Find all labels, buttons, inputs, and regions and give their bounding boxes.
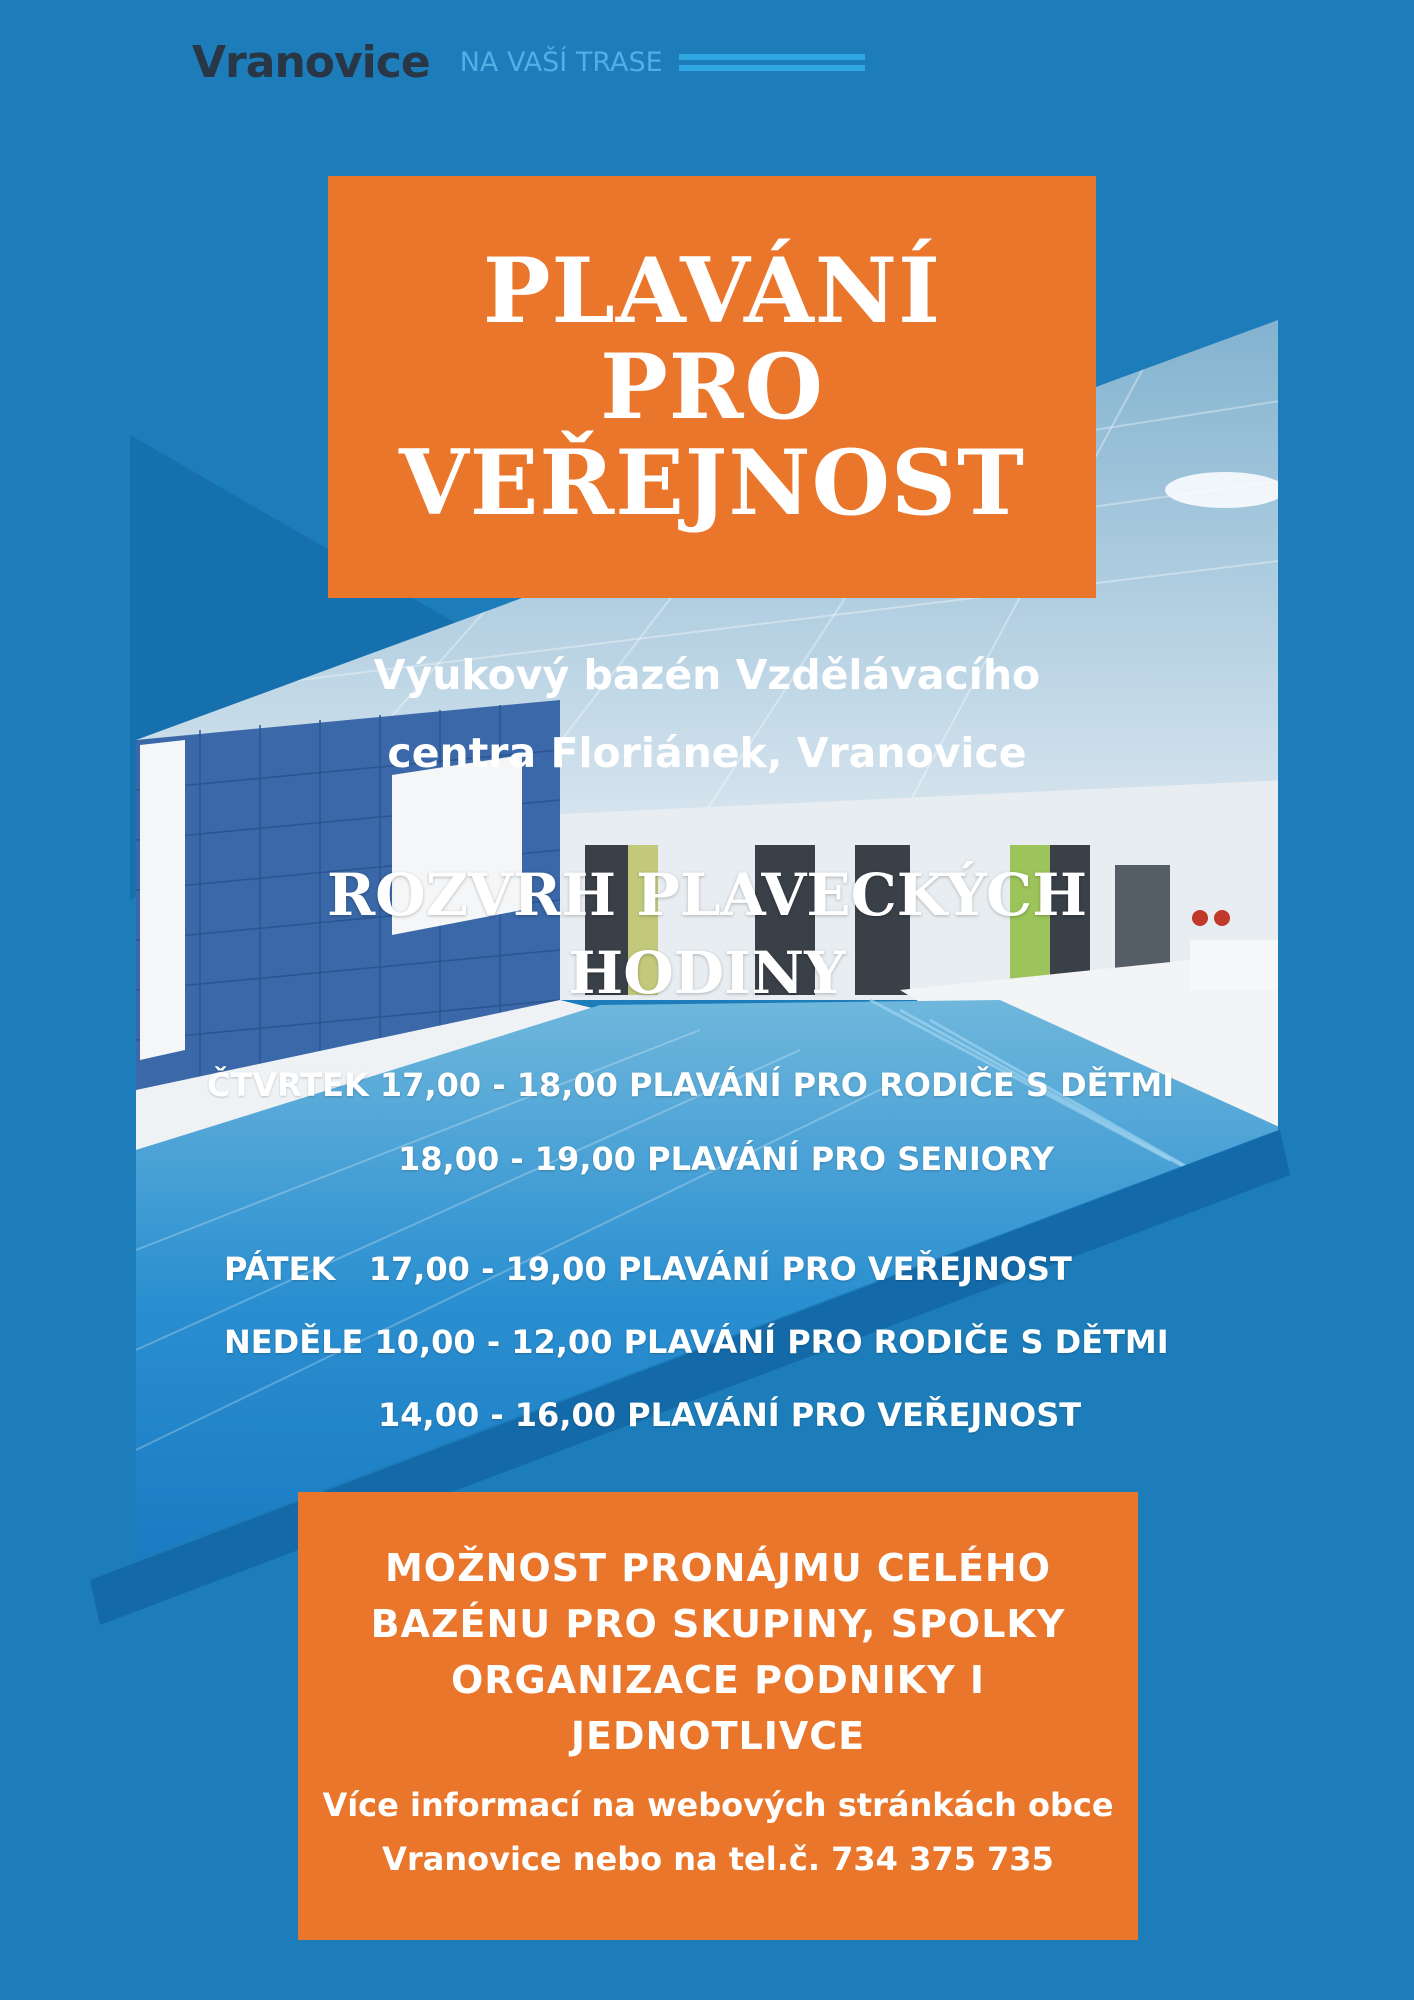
header-logo bbox=[192, 32, 865, 92]
subtitle-line: centra Floriánek, Vranovice bbox=[387, 729, 1027, 777]
title-line: PLAVÁNÍ bbox=[482, 238, 942, 344]
schedule-row: ČTVRTEK 17,00 - 18,00 PLAVÁNÍ PRO RODIČE S DĚTMI bbox=[207, 1066, 1175, 1104]
rental-title-line: MOŽNOST PRONÁJMU CELÉHO bbox=[384, 1546, 1052, 1590]
rental-title bbox=[298, 1540, 1138, 1764]
rental-title-line: BAZÉNU PRO SKUPINY, SPOLKY bbox=[370, 1602, 1066, 1646]
schedule-heading bbox=[200, 856, 1214, 1012]
logo-tagline: NA VAŠÍ TRASE bbox=[459, 46, 663, 78]
schedule-row: 14,00 - 16,00 PLAVÁNÍ PRO VEŘEJNOST bbox=[378, 1396, 1082, 1434]
title-line: PRO bbox=[600, 334, 824, 440]
contact-info-line: Více informací na webových stránkách obce bbox=[322, 1786, 1114, 1824]
logo-lines-decor bbox=[679, 49, 865, 76]
schedule-heading-line: HODINY bbox=[568, 939, 846, 1007]
schedule-row: PÁTEK 17,00 - 19,00 PLAVÁNÍ PRO VEŘEJNOST bbox=[224, 1250, 1072, 1288]
venue-subtitle bbox=[200, 636, 1214, 792]
rental-title-line: ORGANIZACE PODNIKY I bbox=[450, 1658, 986, 1702]
title-line: VEŘEJNOST bbox=[398, 430, 1026, 536]
subtitle-line: Výukový bazén Vzdělávacího bbox=[373, 651, 1041, 699]
rental-title-line: JEDNOTLIVCE bbox=[570, 1714, 866, 1758]
logo-text: Vranovice bbox=[192, 36, 430, 88]
title-box bbox=[328, 176, 1096, 598]
schedule-row: NEDĚLE 10,00 - 12,00 PLAVÁNÍ PRO RODIČE S DĚTMI bbox=[224, 1323, 1169, 1361]
contact-info bbox=[298, 1778, 1138, 1886]
schedule-row: 18,00 - 19,00 PLAVÁNÍ PRO SENIORY bbox=[398, 1140, 1055, 1178]
contact-info-line: Vranovice nebo na tel.č. 734 375 735 bbox=[382, 1840, 1054, 1878]
rental-box bbox=[298, 1492, 1138, 1940]
schedule-heading-line: ROZVRH PLAVECKÝCH bbox=[326, 861, 1087, 929]
